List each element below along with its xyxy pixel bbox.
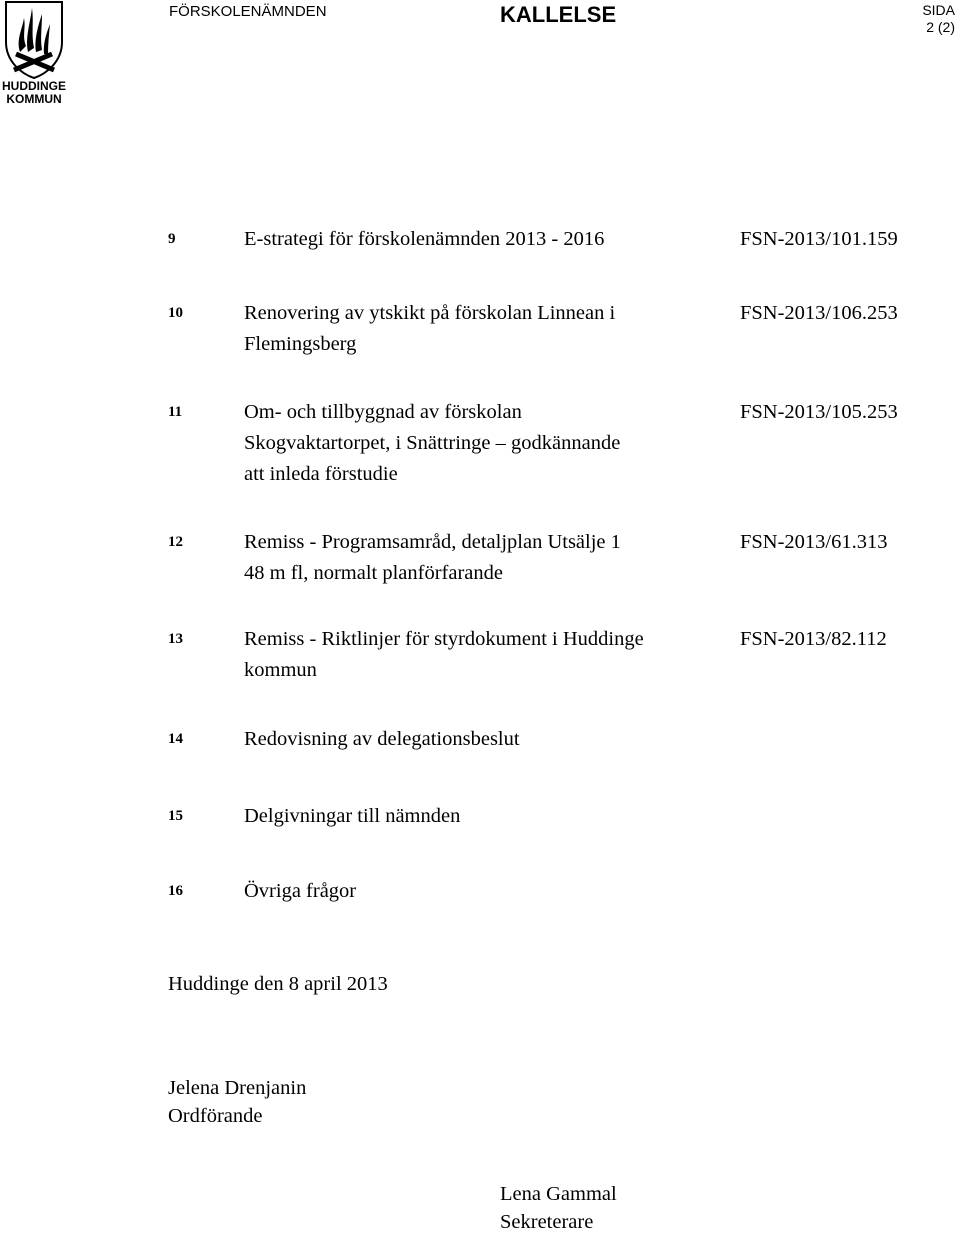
place-date: Huddinge den 8 april 2013 (168, 973, 388, 995)
logo-text (0, 80, 68, 106)
agenda-item-title (244, 298, 704, 360)
agenda-item-title-line: E-strategi för förskolenämnden 2013 - 2016 (244, 228, 605, 250)
agenda-item-number: 11 (168, 404, 183, 420)
agenda-item-number: 13 (168, 631, 183, 647)
agenda-item-title-line: Renovering av ytskikt på förskolan Linnean i (244, 302, 616, 324)
signatory-name: Jelena Drenjanin (168, 1077, 307, 1099)
agenda-item-title-line: Om- och tillbyggnad av förskolan (244, 401, 522, 423)
signatory-role: Sekreterare (500, 1211, 594, 1233)
agenda-item-reference: FSN-2013/61.313 (740, 531, 888, 553)
agenda-item-title-line: kommun (244, 659, 317, 681)
agenda-item-reference: FSN-2013/82.112 (740, 628, 887, 650)
agenda-item-number: 9 (168, 231, 176, 247)
department-name: FÖRSKOLENÄMNDEN (169, 3, 327, 20)
agenda-item-number: 12 (168, 534, 183, 550)
agenda-item-title-line: Skogvaktartorpet, i Snättringe – godkännande (244, 432, 621, 454)
page-label: SIDA (922, 2, 955, 18)
agenda-item-title (244, 876, 704, 907)
agenda-item-title-line: Flemingsberg (244, 333, 357, 355)
agenda-item-number: 16 (168, 883, 183, 899)
agenda-item-title (244, 724, 704, 755)
agenda-item-title (244, 397, 704, 490)
municipality-logo (0, 0, 68, 108)
agenda-item-reference: FSN-2013/105.253 (740, 401, 898, 423)
agenda-item-reference: FSN-2013/101.159 (740, 228, 898, 250)
agenda-item-title (244, 224, 704, 255)
coat-of-arms-icon (0, 0, 68, 80)
agenda-item-title (244, 527, 704, 589)
agenda-item-title (244, 624, 704, 686)
agenda-item-title-line: Delgivningar till nämnden (244, 805, 461, 827)
document-title: KALLELSE (500, 2, 617, 27)
signatory-name: Lena Gammal (500, 1183, 617, 1205)
agenda-item-title-line: Övriga frågor (244, 880, 357, 902)
signature-block-chair (168, 1074, 306, 1130)
logo-text-line2: KOMMUN (6, 92, 62, 106)
signatory-role: Ordförande (168, 1105, 263, 1127)
agenda-item-title-line: Redovisning av delegationsbeslut (244, 728, 520, 750)
agenda-item-title-line: att inleda förstudie (244, 463, 398, 485)
agenda-item-number: 10 (168, 305, 183, 321)
agenda-item-number: 14 (168, 731, 183, 747)
agenda-item-title-line: Remiss - Riktlinjer för styrdokument i Huddinge (244, 628, 644, 650)
agenda-item-title (244, 801, 704, 832)
agenda-item-number: 15 (168, 808, 183, 824)
logo-text-line1: HUDDINGE (1, 79, 66, 93)
agenda-item-reference: FSN-2013/106.253 (740, 302, 898, 324)
page-number: 2 (2) (926, 19, 955, 35)
agenda-item-title-line: Remiss - Programsamråd, detaljplan Utsälje 1 (244, 531, 621, 553)
agenda-item-title-line: 48 m fl, normalt planförfarande (244, 562, 504, 584)
signature-block-secretary (500, 1180, 617, 1236)
